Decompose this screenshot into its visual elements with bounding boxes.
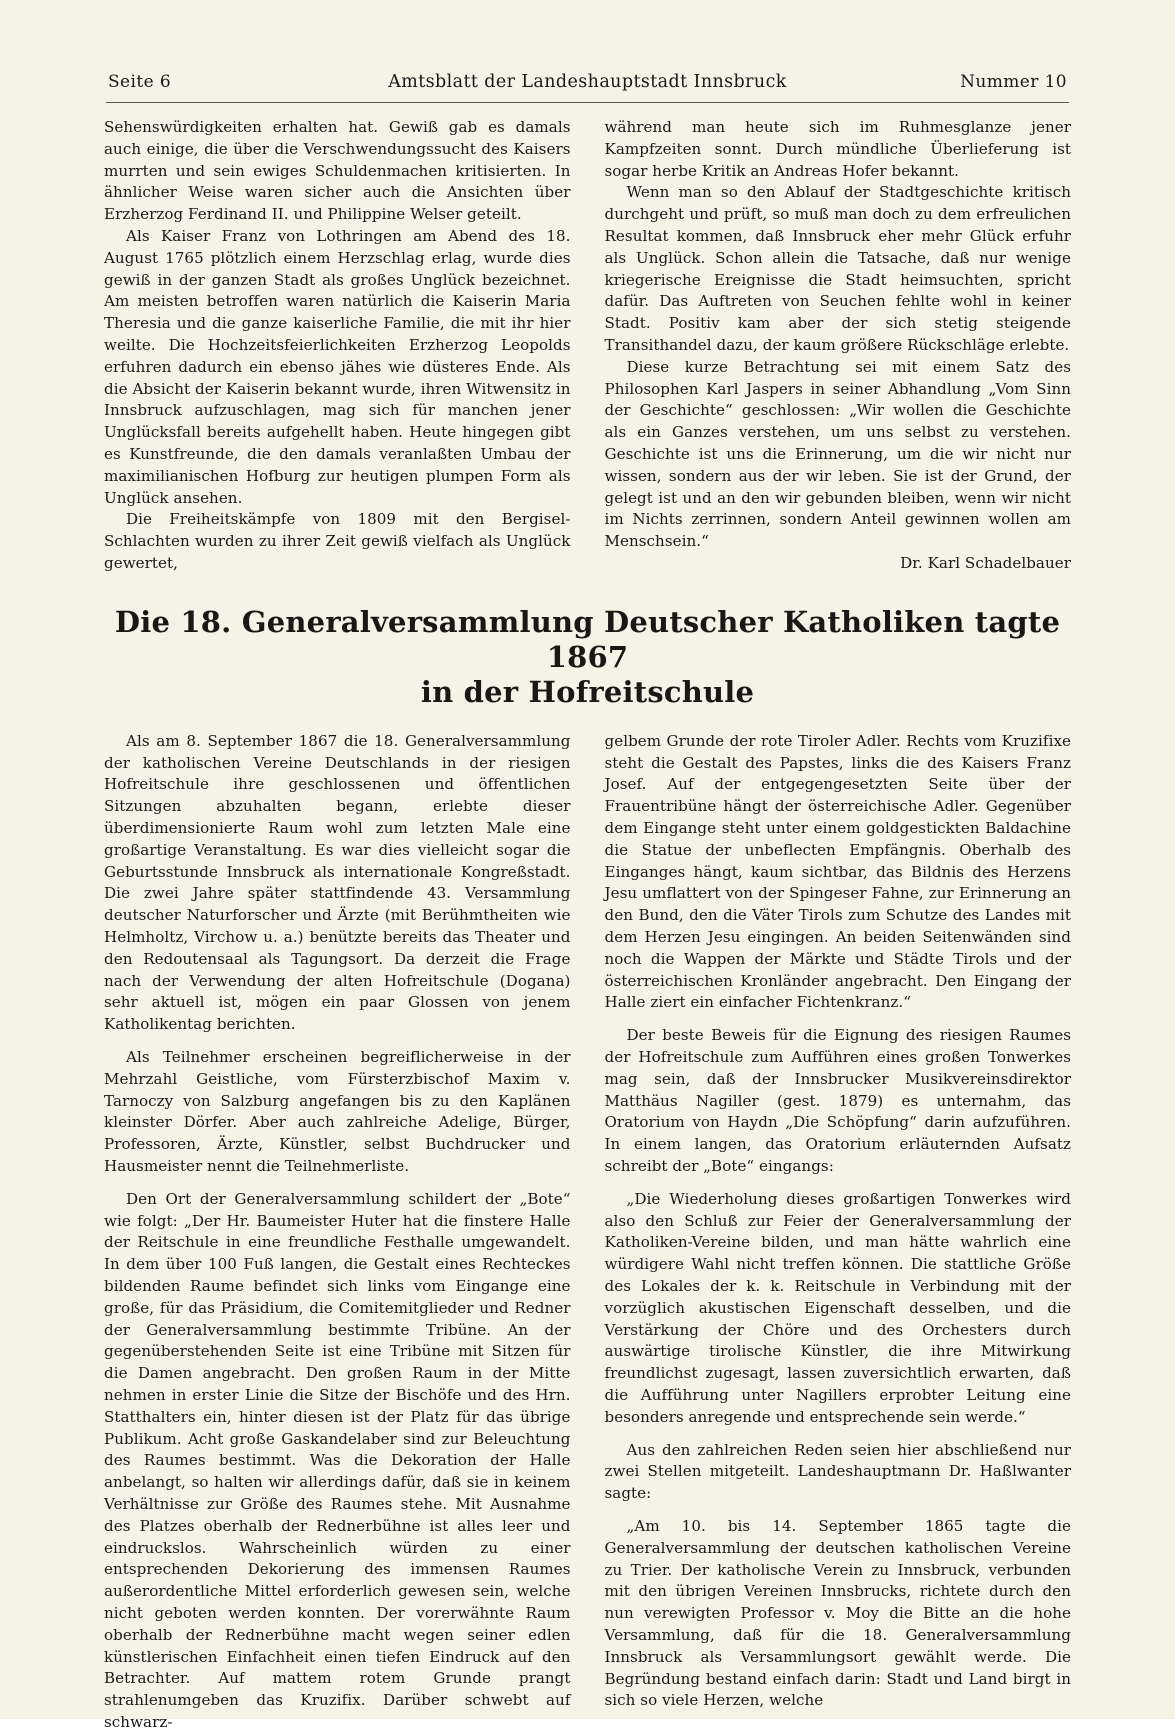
running-head (104, 72, 1071, 92)
top-article-right-column (605, 117, 1072, 575)
main-article-right-column (605, 731, 1072, 1734)
paragraph: Sehenswürdigkeiten erhalten hat. Gewiß gab es damals auch einige, die über die Verschwendungssucht des Kaisers murrten und sein ewiges Schuldenmachen kritisierten. In ähnlicher Weise waren sicher auch die Ansichten über Erzherzog Ferdinand II. und Philippine Welser geteilt. (104, 118, 571, 224)
main-article-left-column (104, 731, 571, 1734)
running-head-left: Seite 6 (108, 72, 172, 92)
paragraph: Aus den zahlreichen Reden seien hier abschließend nur zwei Stellen mitgeteilt. Landeshauptmann Dr. Haßlwanter sagte: (604, 1440, 1071, 1503)
article-signature: Dr. Karl Schadelbauer (900, 553, 1071, 572)
headline-line-1: Die 18. Generalversammlung Deutscher Katholiken tagte 1867 (114, 604, 1061, 675)
paragraph: Als Teilnehmer erscheinen begreiflicherweise in der Mehrzahl Geistliche, vom Fürsterzbischof Maxim v. Tarnoczy von Salzburg angefangen bis zu den Kaplänen kleinster Dörfer. Aber auch zahlreiche Adelige, Bürger, Professoren, Ärzte, Künstler, selbst Buchdrucker und Hausmeister nennt die Teilnehmerliste. (104, 1048, 571, 1175)
top-article (104, 117, 1071, 575)
header-rule (106, 102, 1069, 103)
paragraph: Die Freiheitskämpfe von 1809 mit den Bergisel-Schlachten wurden zu ihrer Zeit gewiß vielfach als Unglück gewertet, (104, 510, 571, 572)
paragraph: Wenn man so den Ablauf der Stadtgeschichte kritisch durchgeht und prüft, so muß man doch zu dem erfreulichen Resultat kommen, daß Innsbruck eher mehr Glück erfuhr als Unglück. Schon allein die Tatsache, daß nur wenige kriegerische Ereignisse die Stadt heimsuchten, spricht dafür. Das Auftreten von Seuchen fehlte wohl in keiner Stadt. Positiv kam aber der sich stetig steigende Transithandel dazu, der kaum größere Rückschläge erlebte. (604, 183, 1071, 354)
article-headline (104, 605, 1071, 711)
paragraph: „Am 10. bis 14. September 1865 tagte die Generalversammlung der deutschen katholischen Vereine zu Trier. Der katholische Verein zu Innsbruck, verbunden mit den übrigen Vereinen Innsbrucks, richtete durch den nun verewigten Professor v. Moy die Bitte an die hohe Versammlung, daß für die 18. Generalversammlung Innsbruck als Versammlungsort gewählt werde. Die Begründung bestand einfach darin: Stadt und Land birgt in sich so viele Herzen, welche (604, 1516, 1071, 1710)
main-article (104, 731, 1071, 1734)
headline-line-2: in der Hofreitschule (420, 675, 755, 710)
paragraph: „Die Wiederholung dieses großartigen Tonwerkes wird also den Schluß zur Feier der Generalversammlung der Katholiken-Vereine bilden, und man hätte wahrlich eine würdigere Wahl nicht treffen können. Die stattliche Größe des Lokales der k. k. Reitschule in Verbindung mit der vorzüglich akustischen Eigenschaft desselben, und die Verstärkung der Chöre und des Orchesters durch auswärtige tirolische Künstler, die ihre Mitwirkung freundlichst zugesagt, lassen zuversichtlich erwarten, daß die Aufführung unter Nagillers erprobter Leitung eine besonders anregende und entsprechende sein werde.“ (604, 1189, 1071, 1426)
running-head-right: Nummer 10 (960, 72, 1067, 92)
paragraph: Den Ort der Generalversammlung schildert der „Bote“ wie folgt: „Der Hr. Baumeister Huter hat die finstere Halle der Reitschule in eine freundliche Festhalle umgewandelt. In dem über 100 Fuß langen, die Gestalt eines Rechteckes bildenden Raume befindet sich links vom Eingange eine große, für das Präsidium, die Comitemitglieder und Redner der Generalversammlung bestimmte Tribüne. An der gegenüberstehenden Seite ist eine Tribüne mit Sitzen für die Damen angebracht. Den großen Raum in der Mitte nehmen in erster Linie die Sitze der Bischöfe und des Hrn. Statthalters ein, hinter diesen ist der Platz für das übrige Publikum. Acht große Gaskandelaber sind zur Beleuchtung des Raumes bestimmt. Was die Dekoration der Halle anbelangt, so halten wir allerdings dafür, daß sie in keinem Verhältnisse zur Größe des Raumes stehe. Mit Ausnahme des Platzes oberhalb der Rednerbühne ist alles leer und eindruckslos. Wahrscheinlich würden zu einer entsprechenden Dekorierung des immensen Raumes außerordentliche Mittel erforderlich gewesen sein, welche nicht geboten werden konnten. Der vorerwähnte Raum oberhalb der Rednerbühne macht wegen seiner edlen künstlerischen Einfachheit einen tiefen Eindruck auf den Betrachter. Auf mattem rotem Grunde prangt strahlenumgeben das Kruzifix. Darüber schwebt auf schwarz- (104, 1189, 571, 1731)
paragraph: Der beste Beweis für die Eignung des riesigen Raumes der Hofreitschule zum Aufführen eines großen Tonwerkes mag sein, daß der Innsbrucker Musikvereinsdirektor Matthäus Nagiller (gest. 1879) es unternahm, das Oratorium von Haydn „Die Schöpfung“ darin aufzuführen. In einem langen, das Oratorium erläuternden Aufsatz schreibt der „Bote“ eingangs: (604, 1026, 1071, 1175)
paragraph: Diese kurze Betrachtung sei mit einem Satz des Philosophen Karl Jaspers in seiner Abhandlung „Vom Sinn der Geschichte“ geschlossen: „Wir wollen die Geschichte als ein Ganzes verstehen, um uns selbst zu verstehen. Geschichte ist uns die Erinnerung, um die wir nicht nur wissen, sondern aus der wir leben. Sie ist der Grund, der gelegt ist und an den wir gebunden bleiben, wenn wir nicht im Nichts zerrinnen, sondern Anteil gewinnen wollen am Menschsein.“ (604, 357, 1071, 551)
paragraph: während man heute sich im Ruhmesglanze jener Kampfzeiten sonnt. Durch mündliche Überlieferung ist sogar herbe Kritik an Andreas Hofer bekannt. (604, 118, 1071, 180)
paragraph: Als Kaiser Franz von Lothringen am Abend des 18. August 1765 plötzlich einem Herzschlag erlag, wurde dies gewiß in der ganzen Stadt als großes Unglück bezeichnet. Am meisten betroffen waren natürlich die Kaiserin Maria Theresia und die ganze kaiserliche Familie, die mit ihr hier weilte. Die Hochzeitsfeierlichkeiten Erzherzog Leopolds erfuhren dadurch ein ebenso jähes wie düsteres Ende. Als die Absicht der Kaiserin bekannt wurde, ihren Witwensitz in Innsbruck aufzuschlagen, mag sich für manchen jener Unglücksfall bereits aufgehellt haben. Heute hingegen gibt es Kunstfreunde, die den damals veranlaßten Umbau der maximilianischen Hofburg zur heutigen plumpen Form als Unglück ansehen. (104, 226, 571, 507)
top-article-left-column (104, 117, 571, 575)
paragraph: Als am 8. September 1867 die 18. Generalversammlung der katholischen Vereine Deutschlands in der riesigen Hofreitschule ihre geschlossenen und öffentlichen Sitzungen abzuhalten begann, erlebte dieser überdimensionierte Raum wohl zum letzten Male eine großartige Veranstaltung. Es war dies vielleicht sogar die Geburtsstunde Innsbruck als internationale Kongreßstadt. Die zwei Jahre später stattfindende 43. Versammlung deutscher Naturforscher und Ärzte (mit Berühmtheiten wie Helmholtz, Virchow u. a.) benützte bereits das Theater und den Redoutensaal als Tagungsort. Da derzeit die Frage nach der Verwendung der alten Hofreitschule (Dogana) sehr aktuell ist, mögen ein paar Glossen von jenem Katholikentag berichten. (104, 731, 571, 1034)
paragraph: gelbem Grunde der rote Tiroler Adler. Rechts vom Kruzifixe steht die Gestalt des Papstes, links die des Kaisers Franz Josef. Auf der entgegengesetzten Seite über der Frauentribüne hängt der österreichische Adler. Gegenüber dem Eingange steht unter einem goldgestickten Baldachine die Statue der unbeflecten Empfängnis. Oberhalb des Einganges hängt, kaum sichtbar, das Bildnis des Herzens Jesu umflattert von der Spingeser Fahne, zur Erinnerung an den Bund, den die Väter Tirols zum Schutze des Landes mit dem Herzen Jesu eingingen. An beiden Seitenwänden sind noch die Wappen der Märkte und Städte Tirols und der österreichischen Kronländer angebracht. Den Eingang der Halle ziert ein einfacher Fichtenkranz.“ (604, 731, 1071, 1012)
running-head-center: Amtsblatt der Landeshauptstadt Innsbruck (388, 72, 787, 92)
